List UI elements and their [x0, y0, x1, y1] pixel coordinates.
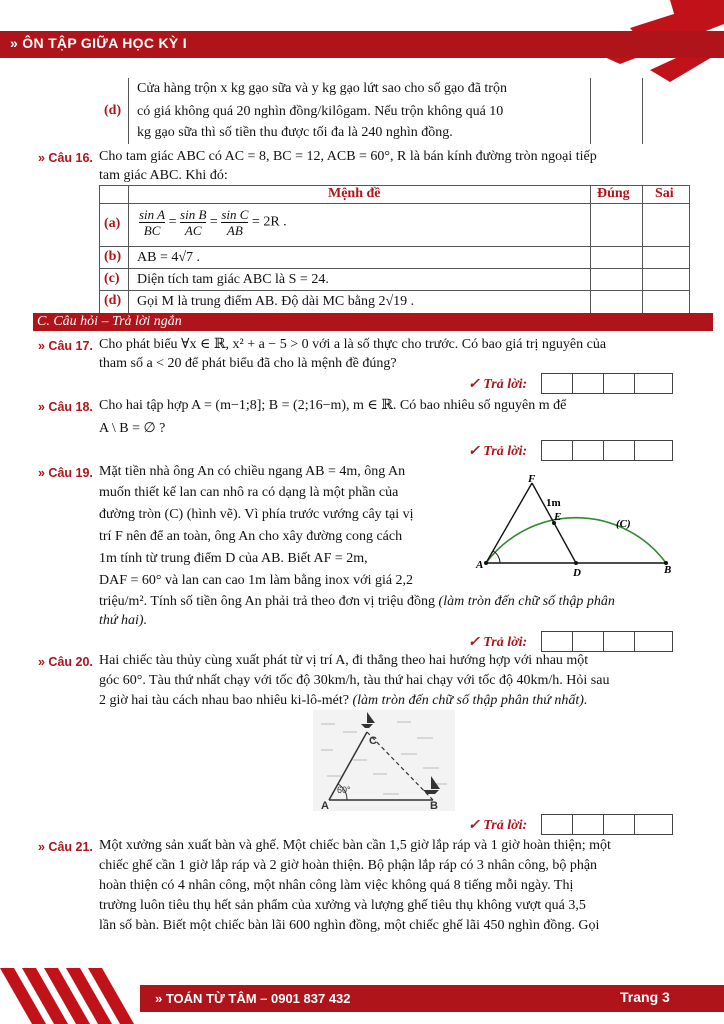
label-F: F [528, 473, 536, 485]
q19-text-7-note: (làm tròn đến chữ số thập phân [438, 594, 615, 609]
table-border [128, 185, 129, 313]
q21-text-2: chiếc ghế cần 1 giờ lắp ráp và 2 giờ hoàn thiện. Bộ phận lắp ráp có 3 nhân công, bộ phận [99, 858, 598, 873]
q20-text-2: góc 60°. Tàu thứ nhất chạy với tốc độ 30km/h, tàu thứ hai chạy với tốc độ 40km/h. Hỏi sau [99, 673, 610, 688]
question-label: » Câu 20. [38, 655, 93, 669]
statement-c: Diện tích tam giác ABC là S = 24. [137, 272, 329, 287]
question-label: » Câu 16. [38, 151, 93, 165]
row-label: (c) [104, 271, 120, 286]
circle-arc [486, 518, 666, 563]
q16-text-1: Cho tam giác ABC có AC = 8, BC = 12, ACB = 60°, R là bán kính đường tròn ngoại tiếp [99, 149, 597, 164]
q21-text-3: hoàn thiện có 4 nhân công, một nhân công làm việc không quá 8 tiếng mỗi ngày. Thị [99, 878, 574, 893]
header-title: » ÔN TẬP GIỮA HỌC KỲ I [10, 35, 187, 51]
question-label: » Câu 21. [38, 840, 93, 854]
point-D [574, 561, 578, 565]
q20-text-3-note: (làm tròn đến chữ số thập phân thứ nhất). [352, 693, 588, 708]
col-header-false: Sai [655, 186, 674, 201]
row-label: (d) [104, 103, 122, 118]
table-border [689, 185, 690, 313]
frac-num: sin A [139, 207, 166, 222]
question-label: » Câu 19. [38, 466, 93, 480]
frac-den: BC [143, 223, 161, 238]
q21-text-4: trường luôn tiêu thụ hết sản phẩm của xưởng và lượng ghế tiêu thụ không vượt quá 3,5 [99, 898, 586, 913]
answer-label: ✓ Trả lời: [468, 444, 528, 459]
footer-contact: » TOÁN TỪ TÂM – 0901 837 432 [155, 991, 351, 1006]
table-border [642, 185, 643, 313]
row-label: (d) [104, 293, 122, 308]
col-header-true: Đúng [597, 186, 630, 201]
table-border [128, 78, 129, 144]
answer-input[interactable] [541, 440, 673, 461]
row-label: (b) [104, 249, 122, 264]
q17-text-2: tham số a < 20 để phát biểu đã cho là mệnh đề đúng? [99, 356, 397, 371]
label-A: A [321, 800, 329, 811]
q18-text-1: Cho hai tập hợp A = (m−1;8]; B = (2;16−m), m ∈ ℝ. Có bao nhiêu số nguyên m để [99, 398, 567, 413]
question-label: » Câu 18. [38, 400, 93, 414]
q20-text-1: Hai chiếc tàu thủy cùng xuất phát từ vị trí A, đi thẳng theo hai hướng hợp với nhau một [99, 653, 589, 668]
q20-text-3a: 2 giờ hai tàu cách nhau bao nhiêu ki-lô-mét? [99, 693, 353, 708]
q19-text-7a: triệu/m². Tính số tiền ông An phải trả theo đơn vị triệu đồng [99, 594, 439, 609]
q16-text-2: tam giác ABC. Khi đó: [99, 168, 228, 183]
q19-text-4: trí F nên để an toàn, ông An cho xây đường cong cách [99, 529, 403, 544]
figure-background [313, 710, 455, 811]
row-label: (a) [104, 216, 121, 231]
answer-input[interactable] [541, 373, 673, 394]
q19-text-5: 1m tính từ trung điểm D của AB. Biết AF = 2m, [99, 551, 368, 566]
label-D: D [573, 567, 581, 579]
statement-a: $\frac{\text{sin A}}{BC}$ = $\frac{\text{sin B}}{AC}$ = $\frac{\text{sin C}}{AB}$ = 2R . [139, 207, 287, 238]
table-border [642, 78, 643, 144]
q15d-line-3: kg gạo sữa thì số tiền thu được tối đa là 240 nghìn đồng. [137, 125, 453, 140]
q18-text-2: A \ B = ∅ ? [99, 421, 166, 436]
label-B: B [664, 564, 672, 576]
q17-text-1: Cho phát biểu ∀x ∈ ℝ, x² + a − 5 > 0 với a là số thực cho trước. Có bao giá trị nguyên của [99, 337, 607, 352]
label-E: E [554, 511, 562, 523]
point-A [484, 561, 488, 565]
answer-input[interactable] [541, 631, 673, 652]
q19-text-3: đường tròn (C) (hình vẽ). Vì phía trước vướng cây tại vị [99, 507, 414, 522]
q15d-line-2: có giá không quá 20 nghìn đồng/kilôgam. Nếu trộn không quá 10 [137, 104, 504, 119]
frac-den: AC [184, 223, 202, 238]
table-border [99, 268, 690, 269]
q19-text-7 [99, 593, 615, 611]
table-border [99, 185, 100, 313]
q19-figure [470, 470, 700, 585]
q19-text-8: thứ hai). [99, 613, 148, 628]
frac-num: sin C [221, 207, 249, 222]
q21-text-5: lần số bàn. Biết một chiếc bàn lãi 600 nghìn đồng, một chiếc ghế lãi 450 nghìn đồng. Gọi [99, 918, 600, 933]
label-C: C [369, 735, 377, 747]
section-title: C. Câu hỏi – Trả lời ngắn [33, 313, 713, 331]
question-label: » Câu 17. [38, 339, 93, 353]
statement-d: Gọi M là trung điểm AB. Độ dài MC bằng 2√19 . [137, 294, 415, 309]
label-angle: 60° [337, 785, 351, 795]
table-border [590, 78, 591, 144]
statement-b: AB = 4√7 . [137, 250, 201, 265]
q19-text-1: Mặt tiền nhà ông An có chiều ngang AB = 4m, ông An [99, 464, 406, 479]
answer-label: ✓ Trả lời: [468, 818, 528, 833]
statement-a-rhs: = 2R . [251, 214, 287, 230]
label-B: B [430, 800, 438, 811]
frac-num: sin B [180, 207, 207, 222]
q20-text-3 [99, 692, 587, 710]
q15d-line-1: Cửa hàng trộn x kg gạo sữa và y kg gạo lứt sao cho số gạo đã trộn [137, 81, 507, 96]
q20-figure [313, 710, 455, 811]
answer-input[interactable] [541, 814, 673, 835]
table-border [590, 185, 591, 313]
q19-text-6: DAF = 60° và lan can cao 1m làm bằng inox với giá 2,2 [99, 573, 414, 588]
label-1m: 1m [546, 497, 561, 509]
page-number: Trang 3 [620, 989, 670, 1005]
table-border [99, 290, 690, 291]
segment-AF [486, 483, 532, 563]
table-border [99, 203, 690, 204]
answer-label: ✓ Trả lời: [468, 635, 528, 650]
q19-text-2: muốn thiết kế lan can nhô ra có dạng là một phần của [99, 485, 399, 500]
label-A: A [476, 559, 484, 571]
col-header-statement: Mệnh đề [328, 186, 381, 201]
q21-text-1: Một xưởng sản xuất bàn và ghế. Một chiếc bàn cần 1,5 giờ lắp ráp và 1 giờ hoàn thiện; một [99, 838, 611, 853]
label-C: (C) [616, 518, 631, 530]
answer-label: ✓ Trả lời: [468, 377, 528, 392]
frac-den: AB [226, 223, 243, 238]
table-border [99, 246, 690, 247]
footer-decoration [0, 960, 160, 1024]
